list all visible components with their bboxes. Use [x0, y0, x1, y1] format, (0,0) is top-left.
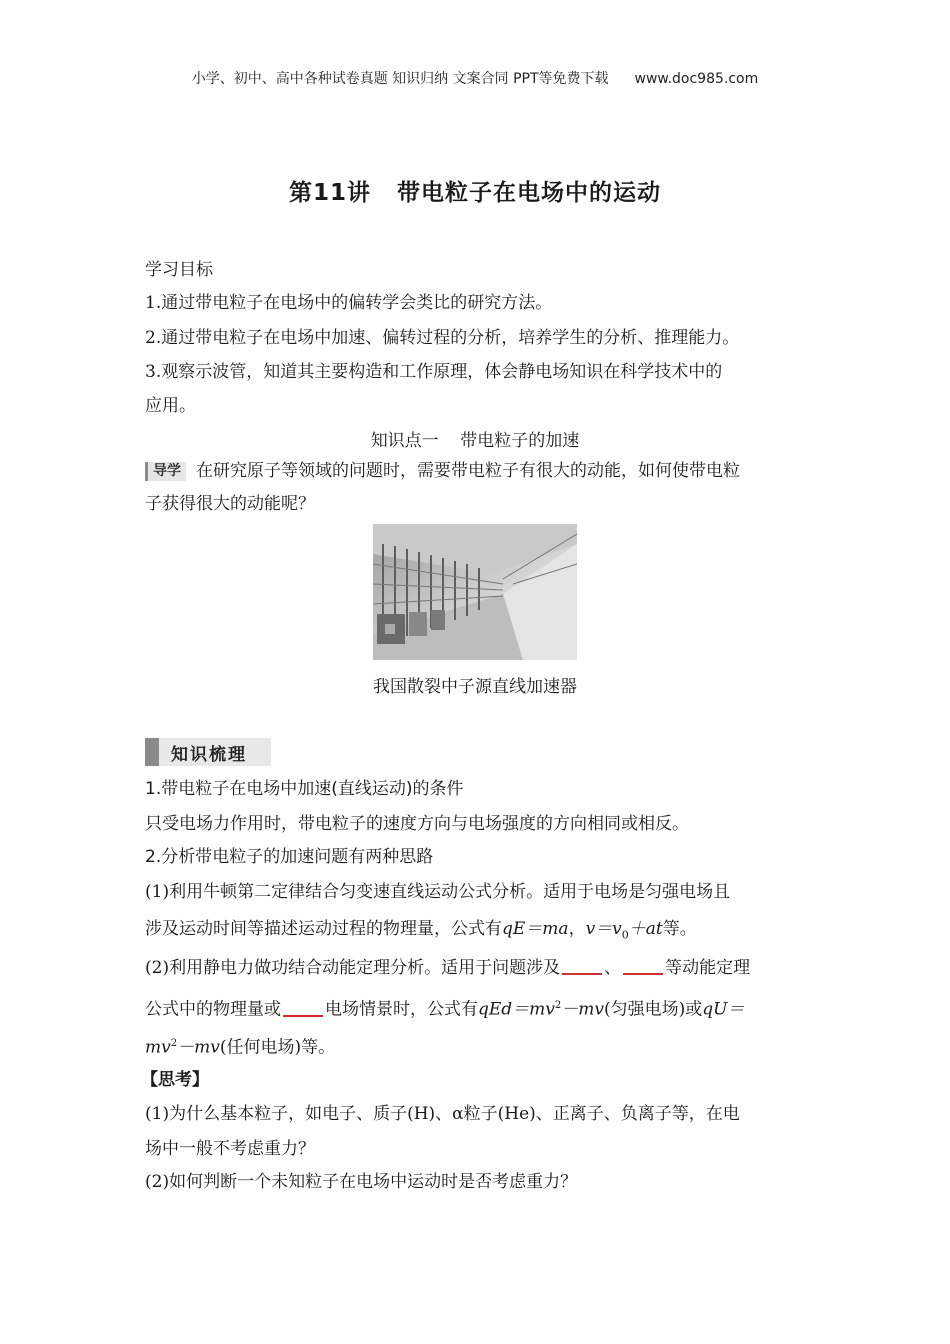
- formula-velocity-a: v＝v: [585, 919, 622, 939]
- lecture-number: 第11讲: [288, 180, 371, 206]
- objectives-heading: 学习目标: [145, 260, 213, 280]
- formula-velocity-b: ＋at: [628, 919, 663, 939]
- think-q1-line1: (1)为什么基本粒子，如电子、质子(H)、α粒子(He)、正离子、负离子等，在电: [145, 1104, 740, 1124]
- objective-item-3-line1: 3.观察示波管，知道其主要构造和工作原理，体会静电场知识在科学技术中的: [145, 362, 723, 382]
- formula-work-a: qEd＝mv: [478, 999, 555, 1020]
- blank-1[interactable]: [562, 956, 602, 975]
- page-header: [0, 68, 950, 88]
- figure-caption: 我国散裂中子源直线加速器: [373, 677, 577, 697]
- formula-work-b: －mv: [561, 999, 605, 1020]
- blank-3[interactable]: [283, 998, 323, 1017]
- guide-tag: 导学: [145, 462, 186, 481]
- section-marker: [145, 738, 159, 766]
- p1-text: 只受电场力作用时，带电粒子的速度方向与电场强度的方向相同或相反。: [145, 814, 689, 834]
- formula-energy-b: －mv: [177, 1037, 220, 1058]
- formula-energy-a: mv: [145, 1037, 171, 1058]
- knowledge-point-heading: 知识点一 带电粒子的加速: [370, 431, 580, 451]
- section-label: 知识梳理: [171, 745, 247, 765]
- header-text: 小学、初中、高中各种试卷真题 知识归纳 文案合同 PPT等免费下载: [191, 71, 609, 87]
- p2-2-text-e: (任何电场)等。: [219, 1037, 336, 1058]
- formula-work-sup: 2: [554, 1000, 562, 1011]
- guide-line2: 子获得很大的动能呢？: [145, 494, 315, 514]
- guide-line1: [145, 459, 740, 483]
- p2-title: 2.分析带电粒子的加速问题有两种思路: [145, 847, 434, 867]
- p2-2-line2: [145, 994, 745, 1022]
- p2-1-text: 涉及运动时间等描述运动过程的物理量，公式有: [145, 919, 502, 939]
- header-url[interactable]: www.doc985.com: [634, 71, 759, 87]
- think-heading: 【思考】: [141, 1070, 209, 1090]
- formula-velocity-sub: 0: [621, 928, 629, 942]
- formula-potential: qU＝: [702, 999, 745, 1020]
- p2-2-text-c: 公式中的物理量或: [145, 999, 281, 1020]
- page-title: [0, 174, 950, 207]
- objective-item-1: 1.通过带电粒子在电场中的偏转学会类比的研究方法。: [145, 293, 553, 313]
- formula-energy-sup: 2: [170, 1038, 178, 1049]
- p1-title: 1.带电粒子在电场中加速(直线运动)的条件: [145, 779, 464, 799]
- think-q1-line2: 场中一般不考虑重力？: [145, 1139, 315, 1159]
- think-q2: (2)如何判断一个未知粒子在电场中运动时是否考虑重力？: [145, 1172, 578, 1192]
- objective-item-3-line2: 应用。: [145, 396, 196, 416]
- p2-1-line2: 涉及运动时间等描述运动过程的物理量，公式有qE＝ma，$v=v_0+at$等。: [145, 919, 697, 942]
- p2-1-line1: (1)利用牛顿第二定律结合匀变速直线运动公式分析。适用于电场是匀强电场且: [145, 882, 731, 902]
- formula-newton: qE＝ma: [502, 919, 569, 939]
- p2-2-text-d: 电场情景时，公式有: [325, 999, 478, 1020]
- blank-2[interactable]: [623, 956, 663, 975]
- p2-2-text-a: (2)利用静电力做功结合动能定理分析。适用于问题涉及: [145, 958, 561, 978]
- accelerator-photo: [373, 524, 577, 660]
- guide-text-1: 在研究原子等领域的问题时，需要带电粒子有很大的动能，如何使带电粒: [196, 461, 740, 481]
- objective-item-2: 2.通过带电粒子在电场中加速、偏转过程的分析，培养学生的分析、推理能力。: [145, 328, 740, 348]
- accelerator-illustration: [373, 524, 577, 660]
- p2-2-text-b: 等动能定理: [665, 958, 751, 978]
- p2-1-end: 等。: [662, 919, 697, 939]
- p2-2-note: (匀强电场)或: [604, 999, 703, 1020]
- p2-2-line1: (2)利用静电力做功结合动能定理分析。适用于问题涉及 、 等动能定理: [145, 958, 751, 978]
- lecture-topic: 带电粒子在电场中的运动: [397, 180, 661, 206]
- section-banner: [145, 738, 271, 766]
- p2-2-line3: [145, 1032, 335, 1060]
